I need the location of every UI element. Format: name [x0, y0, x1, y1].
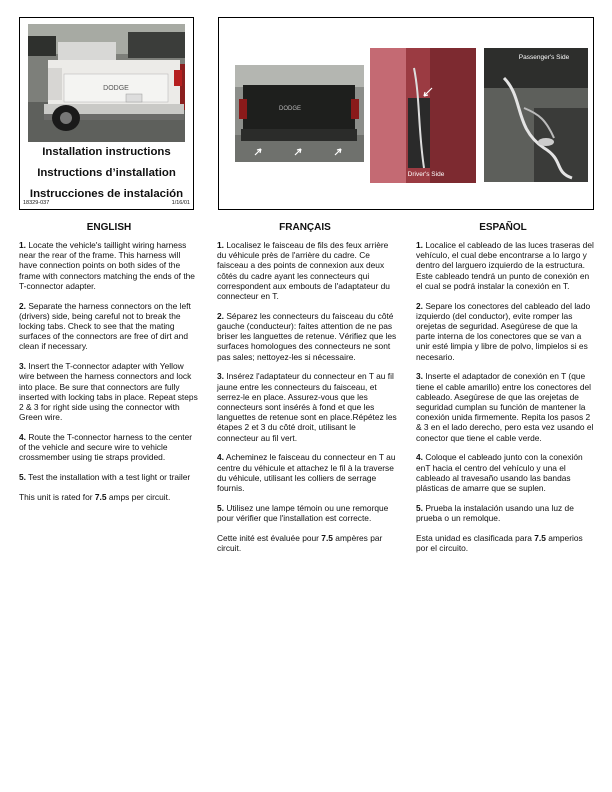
- spanish-rating: Esta unidad es clasificada para 7.5 amperios por el circuito.: [416, 532, 583, 554]
- french-step-4: 4. Acheminez le faisceau du connecteur en T au centre du véhicule et attachez le fil à la traverse du véhicule, utilisant les colliers de serrage fournis.: [217, 452, 396, 494]
- title-spanish: Instrucciones de instalación: [29, 188, 184, 200]
- spanish-step-1: 1. Localice el cableado de las luces traseras del vehículo, el cual debe encontrarse a lo largo y dentro del larguero izquierdo de la estructura. Este cableado tendrá un punto de conexión en el cual se podrá instalar la conexión en T.: [416, 240, 594, 291]
- part-number: 18329-037: [23, 200, 50, 206]
- spanish-column: [416, 240, 597, 563]
- passenger-side-photo: [484, 48, 588, 182]
- title-french: Instructions d’installation: [37, 167, 176, 179]
- spanish-step-2: 2. Separe los conectores del cableado del lado izquierdo (del conductor), evite romper las orejetas de seguridad. Asegúrese de que la parte interna de los conectores que se van a unir esté limpia y libre de polvo, limpielos si es necesario.: [416, 300, 591, 362]
- spanish-step-3: 3. Inserte el adaptador de conexión en T (que tiene el cable amarillo) entre los conectores del cableado. Asegúrese de que las orejetas de seguridad cumplan su función de mantener la conexión unida firmemente. Repita los pasos 2 & 3 en el lado derecho, pero esta vez usando el conector que tiene el cable verde.: [416, 371, 594, 443]
- english-step-3: 3. Insert the T-connector adapter with Yellow wire between the harness connectors and lock into place. Be sure that connectors are fully inserted with locking tabs in place. Repeat steps 2 & 3 for right side using the connector with Green wire.: [19, 361, 198, 423]
- cover-box: [19, 17, 194, 210]
- english-step-4: 4. Route the T-connector harness to the center of the vehicle and secure wire to vehicle crossmember using tie straps provided.: [19, 432, 193, 463]
- english-rating: This unit is rated for 7.5 amps per circuit.: [19, 492, 171, 503]
- truck-photo: [28, 24, 185, 142]
- issue-date: 1/16/01: [171, 200, 190, 206]
- rear-view-photo: [235, 65, 364, 162]
- spanish-step-5: 5. Prueba la instalación usando una luz de prueba o un remolque.: [416, 502, 574, 524]
- french-step-5: 5. Utilisez une lampe témoin ou une remorque pour vérifier que l'installation est correcte.: [217, 502, 389, 524]
- spanish-title: ESPAÑOL: [479, 222, 527, 233]
- english-step-5: 5. Test the installation with a test light or trailer: [19, 472, 191, 483]
- truck-badge: DODGE: [103, 85, 129, 92]
- french-title: FRANÇAIS: [279, 222, 331, 233]
- english-step-2: 2. Separate the harness connectors on the left (drivers) side, being careful not to break the locking tabs. Check to see that the mating surfaces of the connectors are free of dirt and clean if necessary.: [19, 300, 191, 352]
- english-column: [19, 240, 200, 512]
- cover-titles: [20, 142, 193, 205]
- french-step-3: 3. Insérez l'adaptateur du connecteur en T au fil jaune entre les connecteurs du faisceau, et serrez-le en place. Assurez-vous que les connecteurs sont insérés à fond et que les languettes de retenue sont en place.Répétez les étapes 2 et 3 du côté droit, utilisant le connecteur au fil vert.: [217, 371, 397, 443]
- french-column: [217, 240, 398, 563]
- cover-footer: [23, 200, 190, 206]
- french-rating: Cette inité est évaluée pour 7.5 ampères par circuit.: [217, 532, 383, 554]
- title-english: Installation instructions: [42, 146, 171, 158]
- driver-side-photo: [370, 48, 476, 183]
- driver-side-label: Driver's Side: [407, 171, 445, 178]
- english-title: ENGLISH: [86, 222, 132, 233]
- photos-box: [218, 17, 594, 210]
- french-step-2: 2. Séparez les connecteurs du faisceau du côté gauche (conducteur): faites attention de ne pas briser les languettes de retenue. Vérifiez que les surfaces homologues des connecteurs ne sont pas sales; nettoyez-les si nécessaire.: [217, 310, 397, 362]
- english-step-1: 1. Locate the vehicle's taillight wiring harness near the rear of the frame. This harness will have connection points on both sides of the frame with connectors matching the ends of the T-connector adapter.: [19, 240, 195, 291]
- french-step-1: 1. Localisez le faisceau de fils des feux arrière du véhicule près de l'arrière du cadre. Ce faisceau a des points de connexion aux deux côtés du cadre ayant les connecteurs qui correspondent aux embouts de l'adaptateur du connecteur en T.: [217, 240, 390, 302]
- passenger-side-label: Passenger's Side: [518, 54, 570, 61]
- spanish-step-4: 4. Coloque el cableado junto con la conexión enT hacia el centro del vehículo y una el cableado al travesaño usando las bandas plásticas de amarre que se suplen.: [416, 452, 583, 494]
- rear-badge: DODGE: [279, 106, 302, 112]
